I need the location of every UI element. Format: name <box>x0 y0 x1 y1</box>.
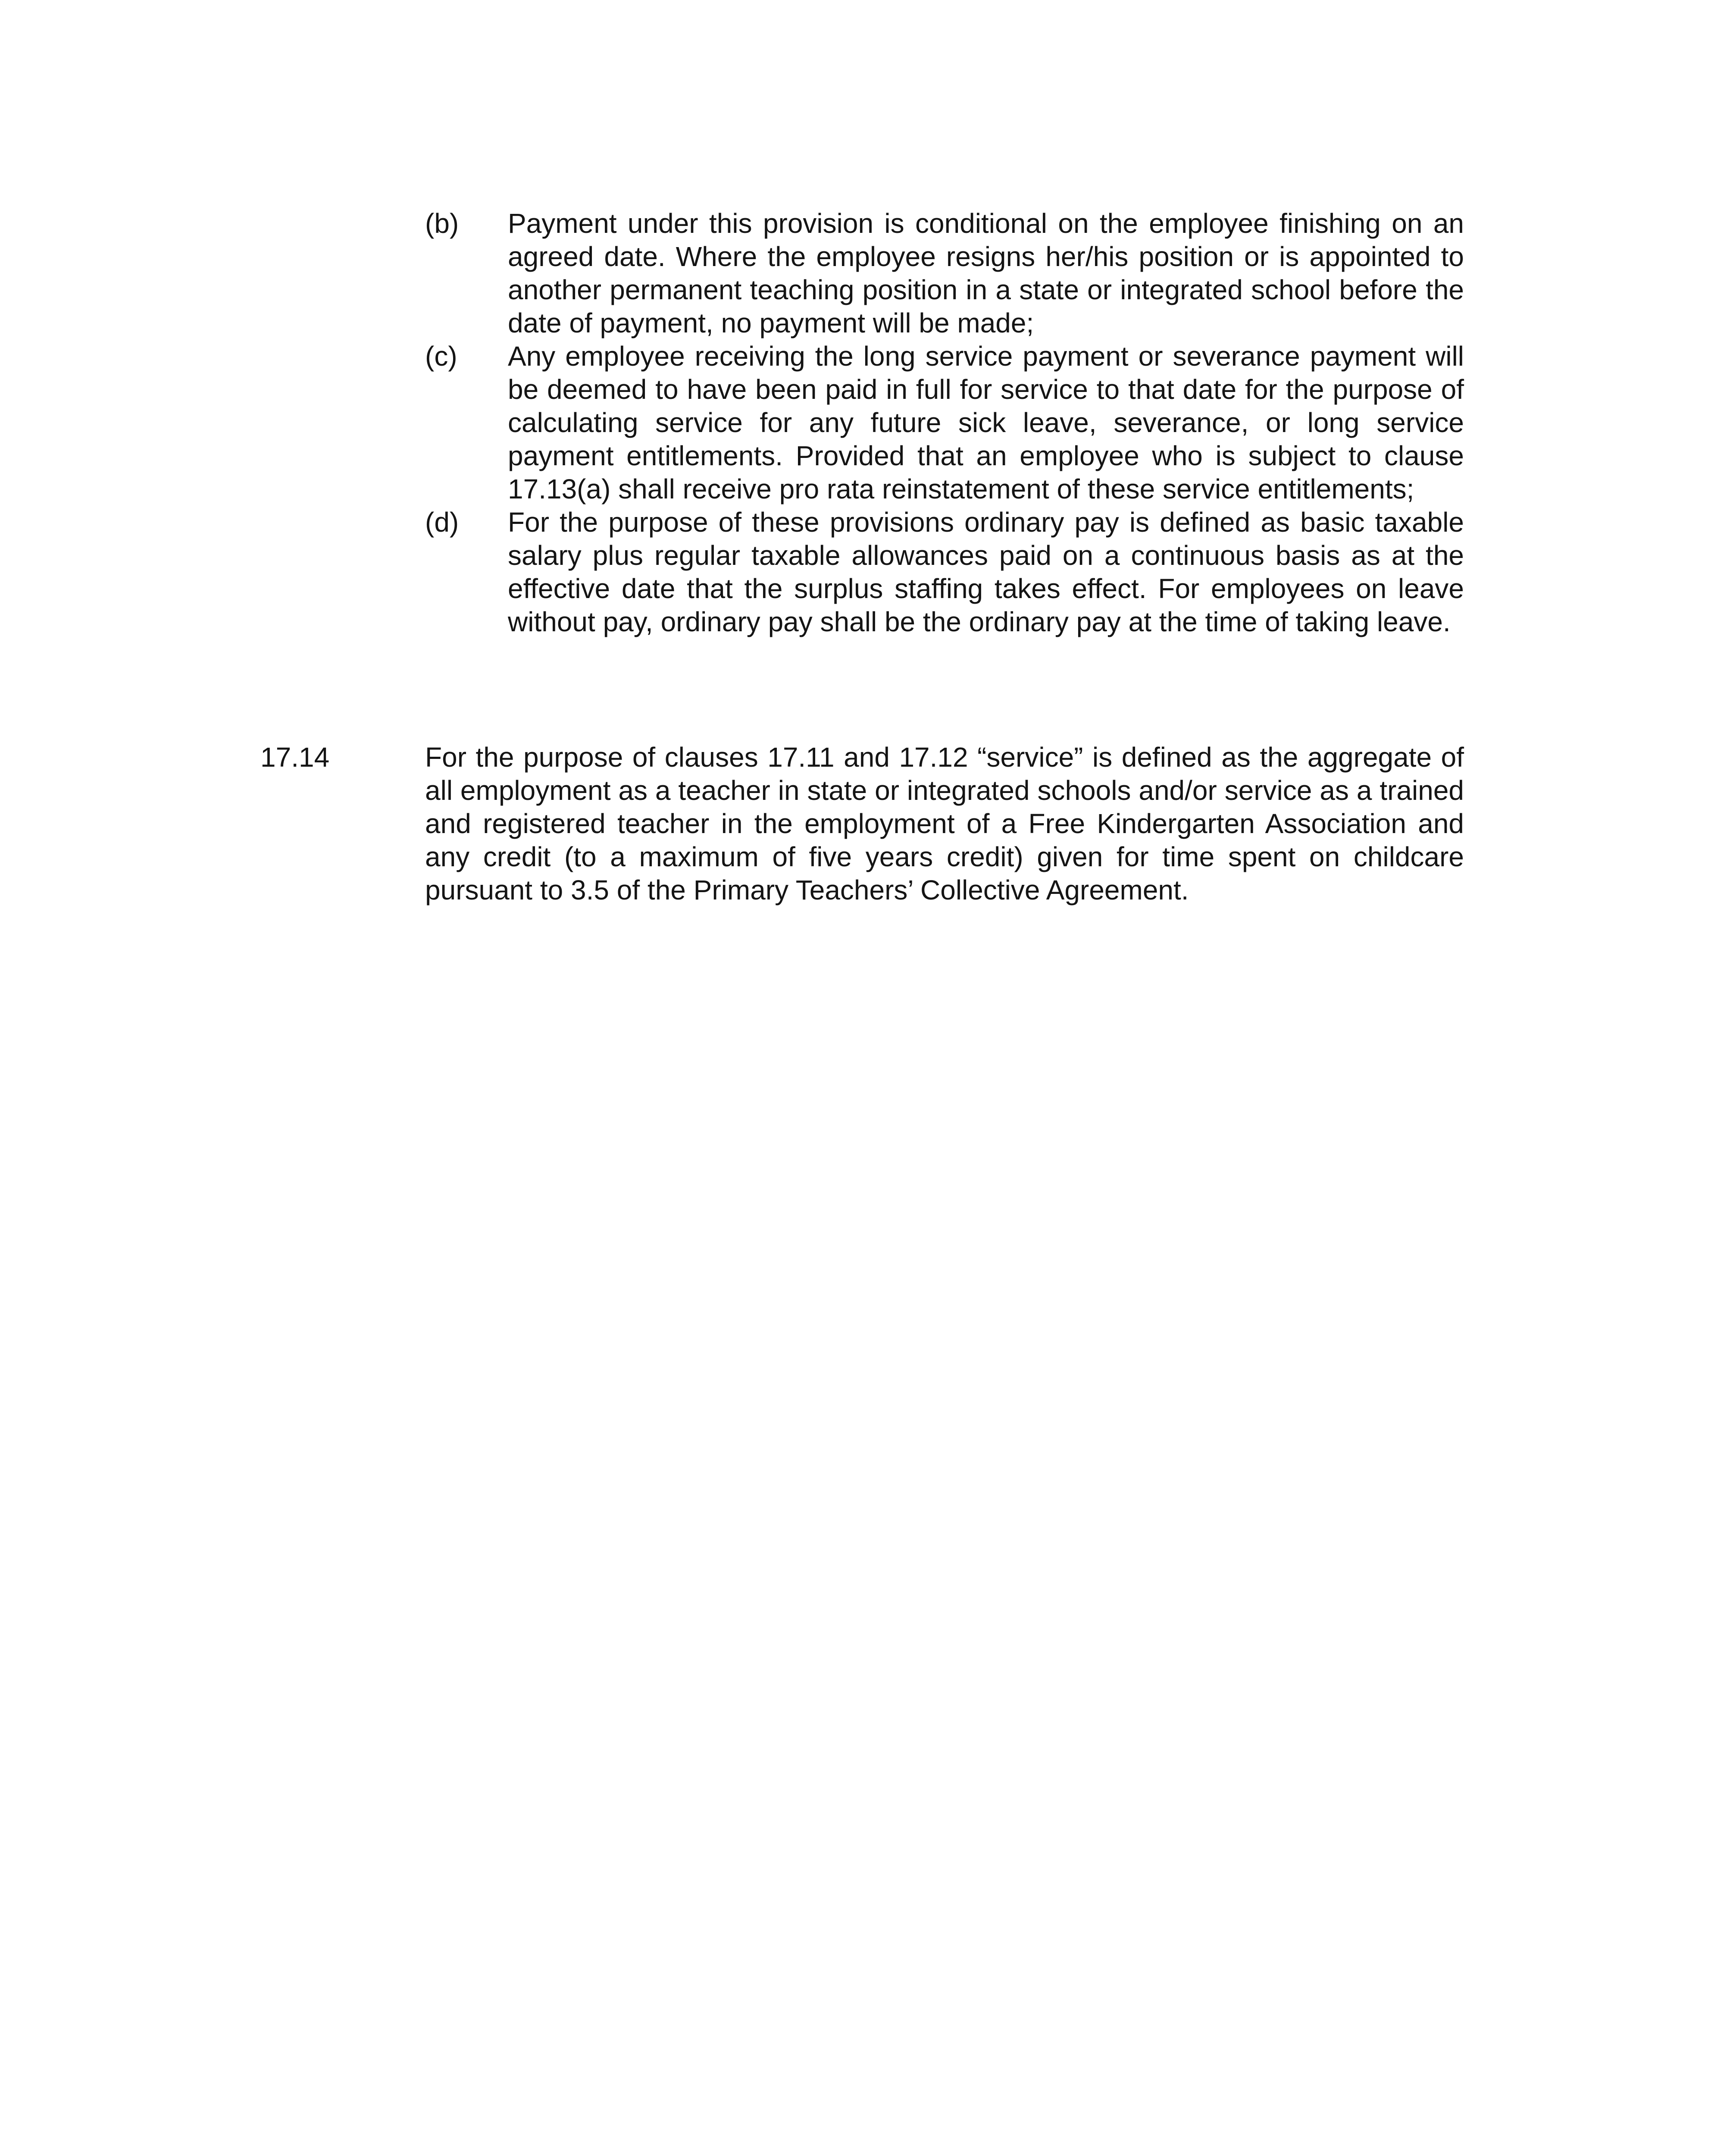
sub-clause-c <box>425 340 1464 506</box>
sub-clause-d <box>425 506 1464 639</box>
sub-clause-marker: (d) <box>425 507 459 538</box>
sub-clause-b <box>425 207 1464 340</box>
sub-clause-text: Any employee receiving the long service payment or severance payment will be deemed to have been paid in full for service to that date for the purpose of calculating service for any future sick leave, severance, or long service payment entitlements. Provided that an employee who is subject to clause 17.13(a) shall receive pro rata reinstatement of these service entitlements; <box>508 341 1464 505</box>
sub-clause-text: For the purpose of these provisions ordinary pay is defined as basic taxable salary plus regular taxable allowances paid on a continuous basis as at the effective date that the surplus staffing takes effect. For employees on leave without pay, ordinary pay shall be the ordinary pay at the time of taking leave. <box>508 507 1464 637</box>
clause-number: 17.14 <box>260 742 330 773</box>
sub-clause-list <box>425 207 1464 639</box>
sub-clause-marker: (c) <box>425 341 457 372</box>
sub-clause-text: Payment under this provision is conditional on the employee finishing on an agreed date. Where the employee resigns her/his position or is appointed to another permanent teaching position in a state or integrated school before the date of payment, no payment will be made; <box>508 208 1464 338</box>
clause-17-14 <box>260 741 1464 907</box>
clause-text: For the purpose of clauses 17.11 and 17.12 “service” is defined as the aggregate of all employment as a teacher in state or integrated schools and/or service as a trained and registered teacher in the employment of a Free Kindergarten Association and any credit (to a maximum of five years credit) given for time spent on childcare pursuant to 3.5 of the Primary Teachers’ Collective Agreement. <box>425 742 1464 906</box>
sub-clause-marker: (b) <box>425 208 459 239</box>
